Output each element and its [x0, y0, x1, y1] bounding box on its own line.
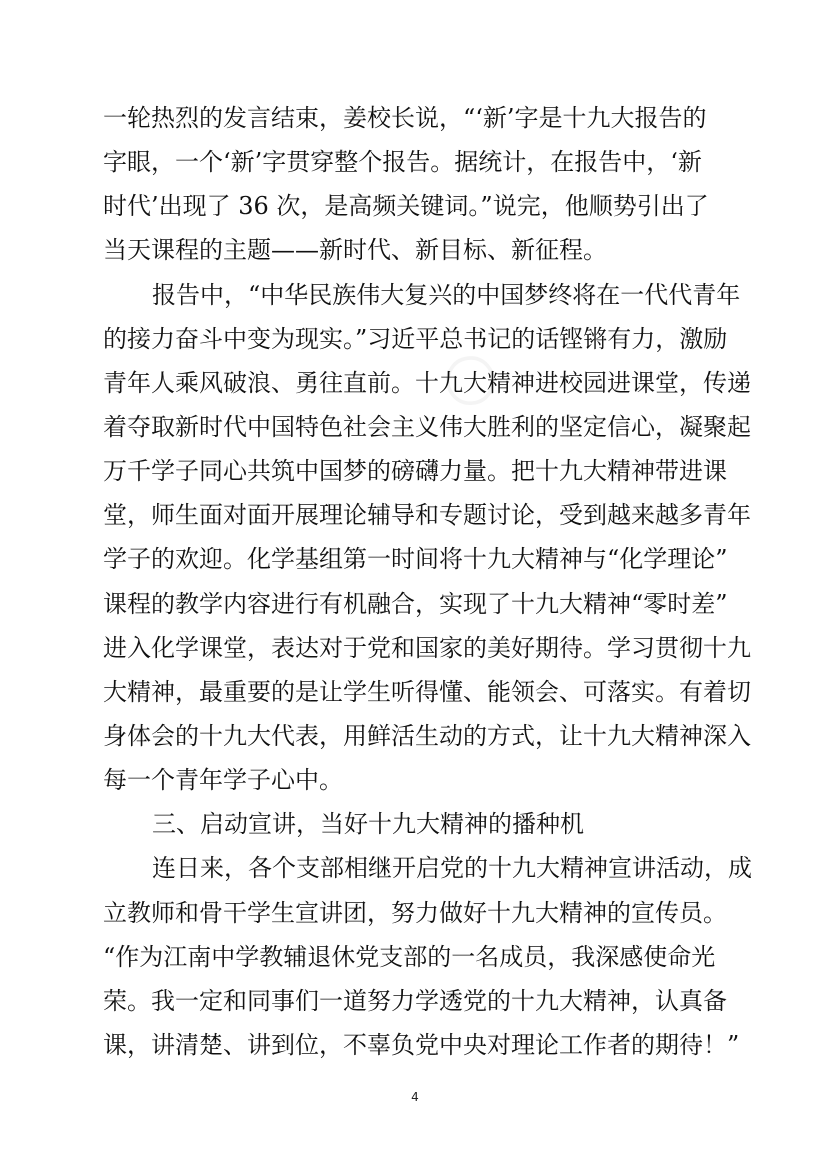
text-line: 的接力奋斗中变为现实。”习近平总书记的话铿锵有力，激励 [103, 324, 728, 353]
text-line: 报告中，“中华民族伟大复兴的中国梦终将在一代代青年 [152, 280, 741, 309]
text-line: 学子的欢迎。化学基组第一时间将十九大精神与“化学理论” [103, 545, 728, 574]
text-line: 字眼，一个‘新’字贯穿整个报告。据统计，在报告中，‘新 [103, 148, 702, 177]
text-line: 课，讲清楚、讲到位，不辜负党中央对理论工作者的期待！” [103, 1031, 740, 1059]
text-line: 立教师和骨干学生宣讲团，努力做好十九大精神的宣传员。 [103, 898, 727, 927]
text-line: 万千学子同心共筑中国梦的磅礴力量。把十九大精神带进课 [103, 457, 727, 486]
text-line: 大精神，最重要的是让学生听得懂、能领会、可落实。有着切 [103, 677, 751, 706]
text-line: 荣。我一定和同事们一道努力学透党的十九大精神，认真备 [103, 986, 727, 1015]
text-line: 当天课程的主题——新时代、新目标、新征程。 [103, 236, 607, 265]
section-heading: 三、启动宣讲，当好十九大精神的播种机 [152, 810, 584, 839]
text-line: “作为江南中学教辅退休党支部的一名成员，我深感使命光 [103, 942, 716, 971]
page-number: 4 [411, 1090, 419, 1104]
text-line: 身体会的十九大代表，用鲜活生动的方式，让十九大精神深入 [103, 722, 751, 750]
text-line: 每一个青年学子心中。 [103, 766, 343, 795]
text-line: 进入化学课堂，表达对于党和国家的美好期待。学习贯彻十九 [103, 633, 751, 662]
text-line: 课程的教学内容进行有机融合，实现了十九大精神“零时差” [103, 589, 728, 618]
text-line: 一轮热烈的发言结束，姜校长说，“‘新’字是十九大报告的 [103, 104, 707, 132]
text-line: 堂，师生面对面开展理论辅导和专题讨论，受到越来越多青年 [103, 501, 751, 530]
text-line: 着夺取新时代中国特色社会主义伟大胜利的坚定信心，凝聚起 [103, 413, 751, 441]
text-line: 连日来，各个支部相继开启党的十九大精神宣讲活动，成 [152, 854, 752, 883]
text-line: 时代’出现了 36 次，是高频关键词。”说完，他顺势引出了 [103, 192, 709, 221]
text-line: 青年人乘风破浪、勇往直前。十九大精神进校园进课堂，传递 [103, 368, 751, 397]
